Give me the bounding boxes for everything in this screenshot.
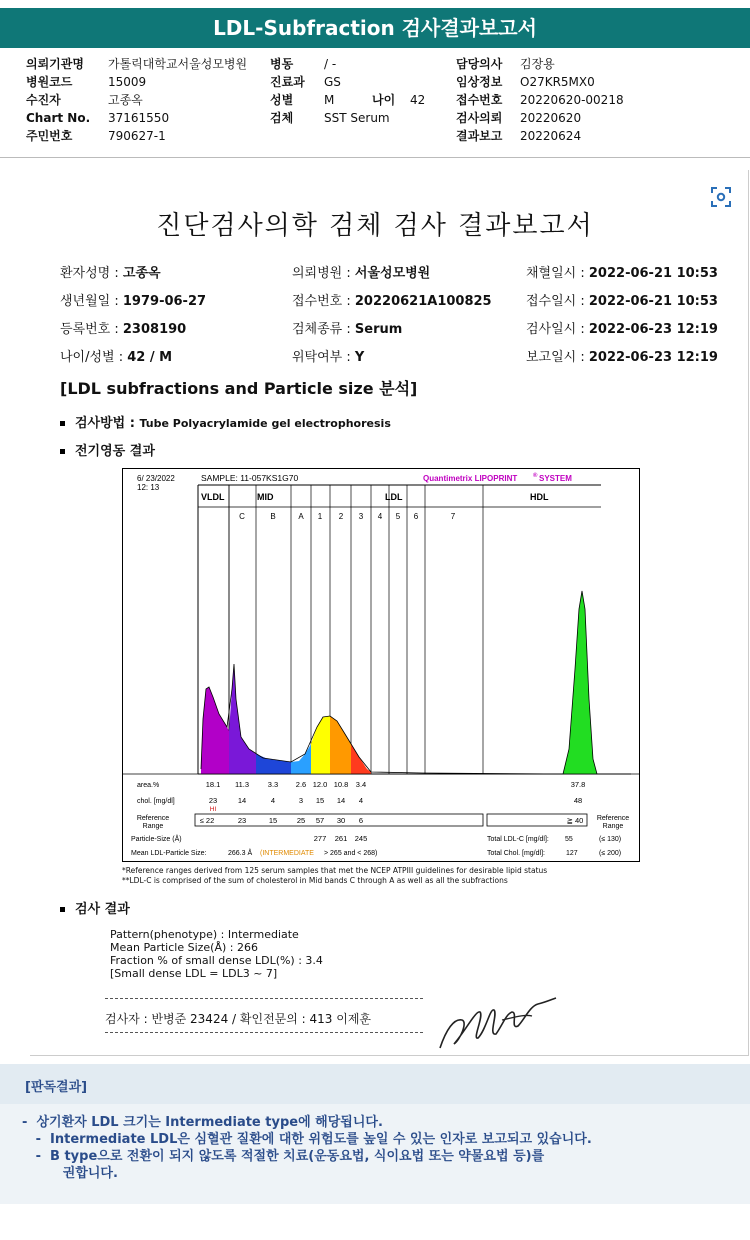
area-value: 3.3	[267, 780, 279, 789]
hi-flag: HI	[209, 806, 217, 813]
particle-value: 277	[313, 834, 327, 843]
info-field	[60, 318, 186, 337]
info-value: 2022-06-23 12:19	[588, 322, 718, 337]
info-label: 환자성명 :	[60, 266, 123, 281]
info-label: 보고일시 :	[526, 350, 589, 365]
info-field	[292, 318, 402, 337]
info-label: 등록번호 :	[60, 322, 123, 337]
bullet-icon	[60, 907, 65, 912]
info-value: 2022-06-23 12:19	[588, 350, 718, 365]
chart-svg	[123, 469, 639, 861]
chart-band-label: 4	[377, 512, 383, 521]
bullet-icon	[60, 449, 65, 454]
ref-value: 23	[237, 816, 247, 825]
header-label: 성별	[270, 93, 294, 107]
info-field	[292, 346, 364, 365]
area-value: 11.3	[234, 780, 250, 789]
chart-fraction-area	[311, 716, 330, 774]
result-line-1: Pattern(phenotype) : Intermediate	[110, 928, 299, 941]
verdict-title: [판독결과]	[25, 1080, 88, 1095]
verdict-line-2: - Intermediate LDL은 심혈관 질환에 대한 위험도를 높일 수 있는 인자로 보고되고 있습니다.	[22, 1132, 592, 1147]
chart-group-label: HDL	[530, 492, 549, 502]
sign-divider	[105, 998, 423, 999]
ref-value: 57	[315, 816, 325, 825]
section-title: [LDL subfractions and Particle size 분석]	[60, 379, 418, 398]
info-label: 채혈일시 :	[526, 266, 589, 281]
total-ldl-label: Total LDL-C [mg/dl]:	[487, 836, 549, 843]
chart-curve-line	[201, 591, 631, 774]
header-value: 김장용	[520, 57, 555, 71]
header-label: 결과보고	[456, 129, 503, 143]
ref-value: 6	[358, 816, 364, 825]
header-label: 접수번호	[456, 93, 503, 107]
signer-line: 검사자 : 반병준 23424 / 확인전문의 : 413 이제훈	[105, 1012, 372, 1026]
chart-band-label: 1	[317, 512, 323, 521]
chart-band-label: 7	[450, 512, 456, 521]
header-value: 15009	[108, 75, 147, 89]
hdl-ref-value: ≧ 40	[566, 816, 584, 825]
chart-band-label: 6	[413, 512, 419, 521]
electro-line	[60, 440, 155, 459]
info-value: 42 / M	[127, 350, 173, 365]
ref-label: Reference	[596, 815, 630, 822]
note-line: *Reference ranges derived from 125 serum samples that met the NCEP ATPIII guidelines for desirable lipid status	[122, 866, 548, 875]
chart-brand: Quantimetrix LIPOPRINT	[423, 474, 518, 483]
header-value: 가톨릭대학교서울성모병원	[108, 57, 248, 71]
chol-value: 4	[358, 796, 364, 805]
result-line-3: Fraction % of small dense LDL(%) : 3.4	[110, 954, 323, 967]
header-label: 임상정보	[456, 75, 503, 89]
particle-label: Particle-Size (Å)	[131, 836, 182, 843]
chol-value: 48	[573, 796, 583, 805]
verdict-body	[22, 1114, 592, 1182]
ref-value: 25	[296, 816, 306, 825]
chol-value: 4	[270, 796, 276, 805]
banner-title: LDL-Subfraction 검사결과보고서	[0, 8, 750, 48]
result-line-2: Mean Particle Size(Å) : 266	[110, 941, 258, 954]
header-label: 진료과	[270, 75, 305, 89]
top-strip	[0, 0, 750, 8]
info-field	[292, 290, 492, 309]
info-value: 2022-06-21 10:53	[588, 266, 718, 281]
verdict-panel	[0, 1064, 750, 1204]
ref-value: 30	[336, 816, 346, 825]
particle-value: 245	[354, 834, 368, 843]
result-text	[110, 928, 323, 980]
info-field	[526, 262, 718, 281]
age-label: 나이	[372, 93, 396, 107]
chart-sample: SAMPLE: 11-057KS1G70	[201, 473, 299, 483]
area-value: 10.8	[333, 780, 349, 789]
header-value: GS	[324, 75, 341, 89]
info-field	[292, 262, 430, 281]
area-value: 2.6	[295, 780, 307, 789]
electrophoresis-chart	[122, 468, 640, 862]
chart-band-label: B	[270, 512, 276, 521]
header-value: 37161550	[108, 111, 170, 125]
info-value: 고종옥	[122, 266, 161, 281]
verdict-line-1: - 상기환자 LDL 크기는 Intermediate type에 해당됩니다.	[22, 1115, 383, 1130]
reference-notes	[122, 866, 547, 886]
header-label: 검체	[270, 111, 294, 125]
method-label: 검사방법 :	[75, 416, 140, 431]
info-value: 1979-06-27	[122, 294, 207, 309]
header-label: 병원코드	[26, 75, 73, 89]
header-label: Chart No.	[26, 111, 91, 125]
bullet-icon	[60, 421, 65, 426]
header-divider	[0, 157, 750, 158]
info-field	[60, 346, 172, 365]
info-label: 접수번호 :	[292, 294, 355, 309]
chol-value: 23	[208, 796, 218, 805]
method-value: Tube Polyacrylamide gel electrophoresis	[139, 417, 391, 430]
verdict-line-3: - B type으로 전환이 되지 않도록 적절한 치료(운동요법, 식이요법 또는 약물요법 등)를	[22, 1149, 545, 1164]
chart-band-label: 3	[358, 512, 364, 521]
total-chol-value: 127	[566, 850, 578, 857]
result-line-4: [Small dense LDL = LDL3 ~ 7]	[110, 967, 278, 980]
total-chol-ref: (≤ 200)	[599, 850, 622, 857]
area-label: area.%	[137, 782, 160, 789]
result-line	[60, 898, 130, 917]
ref-label: Range	[602, 823, 624, 830]
header-label: 수진자	[26, 93, 61, 107]
info-label: 위탁여부 :	[292, 350, 355, 365]
header-value: 20220620	[520, 111, 582, 125]
sign-divider	[105, 1032, 423, 1033]
chart-fraction-area	[291, 744, 311, 774]
info-label: 접수일시 :	[526, 294, 589, 309]
header-label: 주민번호	[26, 129, 73, 143]
header-value: 790627-1	[108, 129, 166, 143]
chart-brand-tail: SYSTEM	[539, 474, 572, 483]
header-value: O27KR5MX0	[520, 75, 595, 89]
header-label: 담당의사	[456, 57, 503, 71]
mean-class: (INTERMEDIATE	[260, 850, 314, 857]
age-value: 42	[410, 93, 426, 107]
header-label: 병동	[270, 57, 294, 71]
info-field	[60, 290, 206, 309]
info-field	[526, 318, 718, 337]
chart-brand-sup: ®	[533, 473, 538, 479]
chol-label: chol. [mg/dl]	[137, 798, 175, 805]
header-value: 20220620-00218	[520, 93, 624, 107]
method-line	[60, 412, 391, 431]
info-value: 20220621A100825	[354, 294, 492, 309]
verdict-header	[0, 1064, 750, 1104]
header-value: SST Serum	[324, 111, 390, 125]
info-field	[60, 262, 161, 281]
chol-value: 14	[336, 796, 346, 805]
info-field	[526, 290, 718, 309]
info-value: Serum	[354, 322, 403, 337]
header-label: 의뢰기관명	[26, 57, 84, 71]
header-value: / -	[324, 57, 337, 71]
report-title: 진단검사의학 검체 검사 결과보고서	[156, 211, 594, 241]
info-label: 의뢰병원 :	[292, 266, 355, 281]
chart-group-label: LDL	[385, 492, 403, 502]
info-value: 2022-06-21 10:53	[588, 294, 718, 309]
total-ldl-ref: (≤ 130)	[599, 836, 622, 843]
area-value: 3.4	[355, 780, 367, 789]
header-value: M	[324, 93, 335, 107]
mean-label: Mean LDL-Particle Size:	[131, 850, 207, 857]
header-label: 검사의뢰	[456, 111, 503, 125]
area-value: 37.8	[570, 780, 586, 789]
info-field	[526, 346, 718, 365]
total-chol-label: Total Chol. [mg/dl]:	[487, 850, 545, 857]
chart-band-label: C	[239, 512, 245, 521]
chart-stamp-date: 6/ 23/2022	[137, 474, 175, 483]
info-label: 생년월일 :	[60, 294, 123, 309]
area-value: 18.1	[205, 780, 221, 789]
info-value: Y	[354, 350, 365, 365]
info-value: 2308190	[122, 322, 187, 337]
chart-band-label: 2	[338, 512, 344, 521]
mean-value: 266.3 Å	[228, 850, 253, 857]
electro-label: 전기영동 결과	[75, 444, 155, 459]
ref-value: ≤ 22	[199, 816, 215, 825]
chart-group-label: VLDL	[201, 492, 225, 502]
verdict-line-4: 권합니다.	[22, 1166, 118, 1181]
info-label: 나이/성별 :	[60, 350, 128, 365]
chart-band-label: 5	[395, 512, 401, 521]
info-label: 검사일시 :	[526, 322, 589, 337]
ref-value: 15	[268, 816, 278, 825]
chol-value: 14	[237, 796, 247, 805]
note-line: **LDL-C is comprised of the sum of cholesterol in Mid bands C through A as well as all the subfractions	[122, 876, 508, 885]
chol-value: 15	[315, 796, 325, 805]
result-label: 검사 결과	[75, 902, 130, 917]
signature-image	[432, 990, 562, 1056]
chart-band-label: A	[298, 512, 304, 521]
header-value: 고종옥	[108, 93, 143, 107]
info-value: 서울성모병원	[354, 266, 431, 281]
particle-value: 261	[334, 834, 348, 843]
area-value: 12.0	[312, 780, 328, 789]
chart-stamp-time: 12: 13	[137, 483, 160, 492]
chart-fraction-area	[330, 716, 351, 774]
chart-group-label: MID	[257, 492, 274, 502]
total-ldl-value: 55	[565, 836, 573, 843]
ref-label: Range	[142, 823, 164, 830]
mean-range: > 265 and < 268)	[324, 850, 378, 857]
chol-value: 3	[298, 796, 304, 805]
header-value: 20220624	[520, 129, 582, 143]
info-label: 검체종류 :	[292, 322, 355, 337]
ref-label: Reference	[136, 815, 170, 822]
